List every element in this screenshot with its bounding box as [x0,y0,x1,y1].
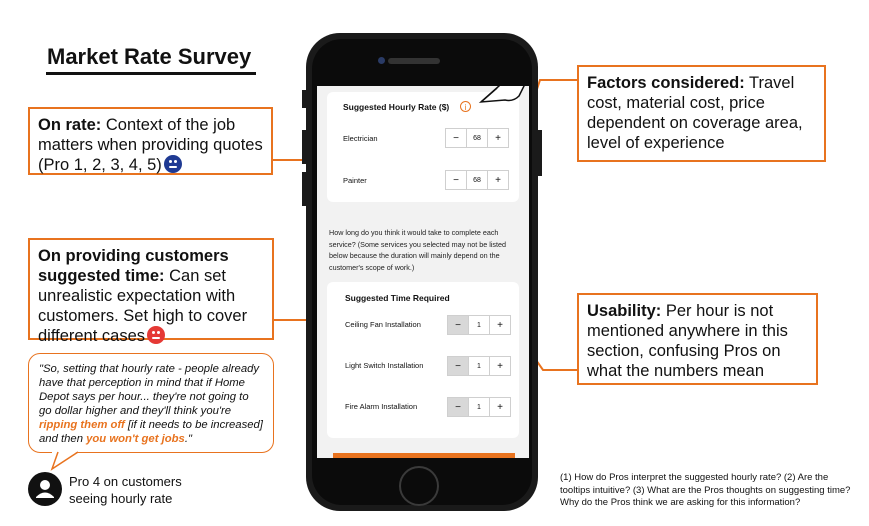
continue-button[interactable] [333,453,515,458]
minus-button[interactable]: − [446,129,467,147]
stepper-value[interactable]: 1 [477,403,481,411]
quote-text: ." [184,433,192,445]
card-title: Suggested Hourly Rate ($) [343,102,450,112]
row-label: Ceiling Fan Installation [345,320,421,329]
plus-button[interactable]: + [489,398,510,416]
row-label: Light Switch Installation [345,361,424,370]
quote-attribution: Pro 4 on customers seeing hourly rate [69,474,182,506]
camera-icon [378,57,385,64]
callout-body: Per hour is not mentioned anywhere in this section, confusing Pros on what the numbers mean [587,302,788,380]
minus-button[interactable]: − [446,171,467,189]
plus-button[interactable]: + [487,171,508,189]
research-questions: (1) How do Pros interpret the suggested hourly rate? (2) Are the tooltips intuitive? (3) What are the Pros thoughts on suggesting time? Why do the Pros think we are asking for this information? [560,472,851,508]
row-label: Electrician [343,134,378,143]
hourly-rate-card [327,92,519,202]
time-stepper[interactable] [447,315,511,335]
callout-body: Context of the job matters when providing quotes (Pro 1, 2, 3, 4, 5) [38,116,263,174]
pointing-hand-icon [477,86,529,106]
quote-highlight: ripping them off [39,419,125,431]
row-label: Fire Alarm Installation [345,402,418,411]
callout-heading: Usability: [587,302,662,320]
phone-screen [317,86,529,458]
info-icon[interactable]: i [460,101,471,112]
quote-text: "So, setting that hourly rate - people already have that perception in mind that if Home Depot says per hour... they're not going to go dollar higher and they'll think you're [39,363,260,417]
callout-body: Can set unrealistic expectation with customers. Set high to cover different cases [38,267,248,345]
stepper-value[interactable]: 1 [477,362,481,370]
row-label: Painter [343,176,367,185]
page-title: Market Rate Survey [47,44,252,69]
callout-heading: Factors considered: [587,74,745,92]
duration-question: How long do you think it would take to complete each service? (Some services you selected may not be listed below because the duration will mainly depend on the customer's scope of work.) [329,228,506,272]
phone-side-button [302,130,306,164]
callout-heading: On rate: [38,116,102,134]
callout-body: Travel cost, material cost, price dependent on coverage area, level of experience [587,74,803,152]
plus-button[interactable]: + [489,316,510,334]
stepper-value[interactable]: 1 [477,321,481,329]
quote-highlight: you won't get jobs [86,433,185,445]
phone-side-button [302,90,306,108]
minus-button[interactable]: − [448,398,469,416]
card-title: Suggested Time Required [345,293,450,303]
rate-stepper[interactable] [445,170,509,190]
time-stepper[interactable] [447,397,511,417]
stepper-value[interactable]: 68 [473,176,481,184]
phone-side-button [538,130,542,176]
callout-heading: On providing customers suggested time: [38,247,229,285]
quote-bubble-tail [48,451,88,471]
quote-bubble [28,353,274,453]
quote-text: [if it needs to be increased] and then [39,419,263,445]
time-stepper[interactable] [447,356,511,376]
home-button[interactable] [399,466,439,506]
rate-stepper[interactable] [445,128,509,148]
stepper-value[interactable]: 68 [473,134,481,142]
plus-button[interactable]: + [489,357,510,375]
speaker-grille [388,58,440,64]
user-avatar-icon [28,472,62,506]
minus-button[interactable]: − [448,357,469,375]
time-required-card [327,282,519,438]
phone-side-button [302,172,306,206]
minus-button[interactable]: − [448,316,469,334]
plus-button[interactable]: + [487,129,508,147]
